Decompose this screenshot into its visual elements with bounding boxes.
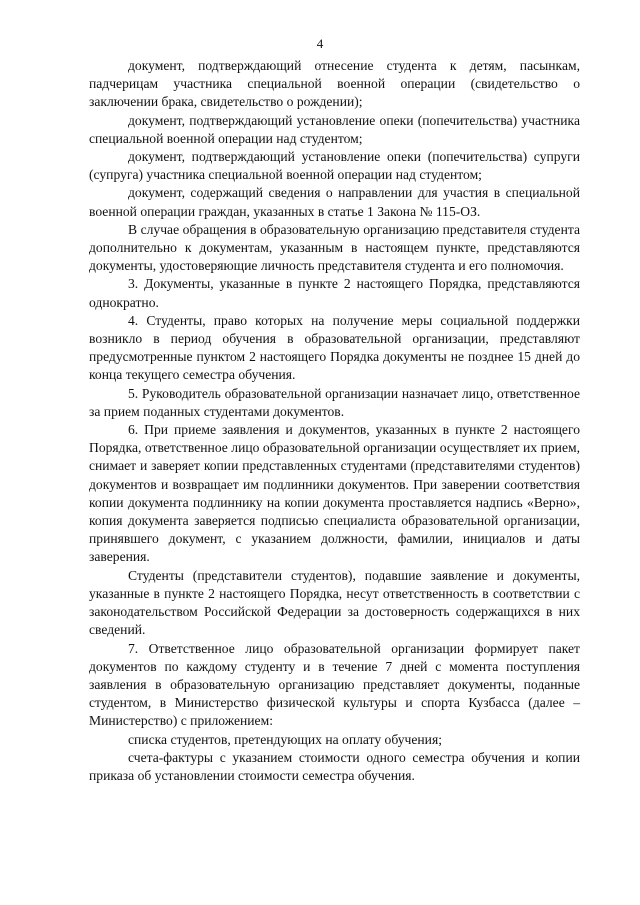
paragraph-item-3: 3. Документы, указанные в пункте 2 настоящего Порядка, представляются однократно. bbox=[89, 276, 580, 310]
paragraph-document-guardianship-participant: документ, подтверждающий установление опеки (попечительства) участника специальной военной операции над студентом; bbox=[89, 112, 580, 146]
paragraph-document-referral: документ, содержащий сведения о направлении для участия в специальной военной операции граждан, указанных в статье 1 Закона № 115-ОЗ. bbox=[89, 185, 580, 219]
paragraph-item-7: 7. Ответственное лицо образовательной организации формирует пакет документов по каждому студенту и в течение 7 дней с момента поступления заявления в образовательную организацию представляет документы, поданные студентом, в Министерство физической культуры и спорта Кузбасса (далее – Министерство) с приложением: bbox=[89, 640, 580, 729]
document-body bbox=[89, 57, 580, 785]
paragraph-item-6: 6. При приеме заявления и документов, указанных в пункте 2 настоящего Порядка, ответственное лицо образовательной организации осуществляет их прием, снимает и заверяет копии представленных студентами (представителями студентов) документов и возвращает им подлинники документов. При заверении соответствия копии документа подлиннику на копии документа проставляется надпись «Верно», копия документа заверяется подписью специалиста образовательной организации, принявшего документ, с указанием должности, фамилии, инициалов и даты заверения. bbox=[89, 422, 580, 565]
paragraph-attachment-student-list: списка студентов, претендующих на оплату обучения; bbox=[128, 731, 442, 747]
paragraph-item-5: 5. Руководитель образовательной организации назначает лицо, ответственное за прием поданных студентами документов. bbox=[89, 385, 580, 419]
paragraph-document-kinship: документ, подтверждающий отнесение студента к детям, пасынкам, падчерицам участника специальной военной операции (свидетельство о заключении брака, свидетельство о рождении); bbox=[89, 58, 580, 110]
paragraph-representative: В случае обращения в образовательную организацию представителя студента дополнительно к документам, указанным в настоящем пункте, представляются документы, удостоверяющие личность представителя студента и его полномочия. bbox=[89, 221, 580, 274]
page-number: 4 bbox=[316, 36, 324, 51]
paragraph-attachment-invoice: счета-фактуры с указанием стоимости одного семестра обучения и копии приказа об установлении стоимости семестра обучения. bbox=[89, 749, 580, 783]
paragraph-responsibility: Студенты (представители студентов), подавшие заявление и документы, указанные в пункте 2 настоящего Порядка, несут ответственность в соответствии с законодательством Российской Федерации за достоверность содержащихся в них сведений. bbox=[89, 567, 580, 638]
paragraph-item-4: 4. Студенты, право которых на получение меры социальной поддержки возникло в период обучения в образовательной организации, представляют предусмотренные пунктом 2 настоящего Порядка документы не позднее 15 дней до конца текущего семестра обучения. bbox=[89, 312, 580, 383]
paragraph-document-guardianship-spouse: документ, подтверждающий установление опеки (попечительства) супруги (супруга) участника специальной военной операции над студентом; bbox=[89, 149, 580, 183]
